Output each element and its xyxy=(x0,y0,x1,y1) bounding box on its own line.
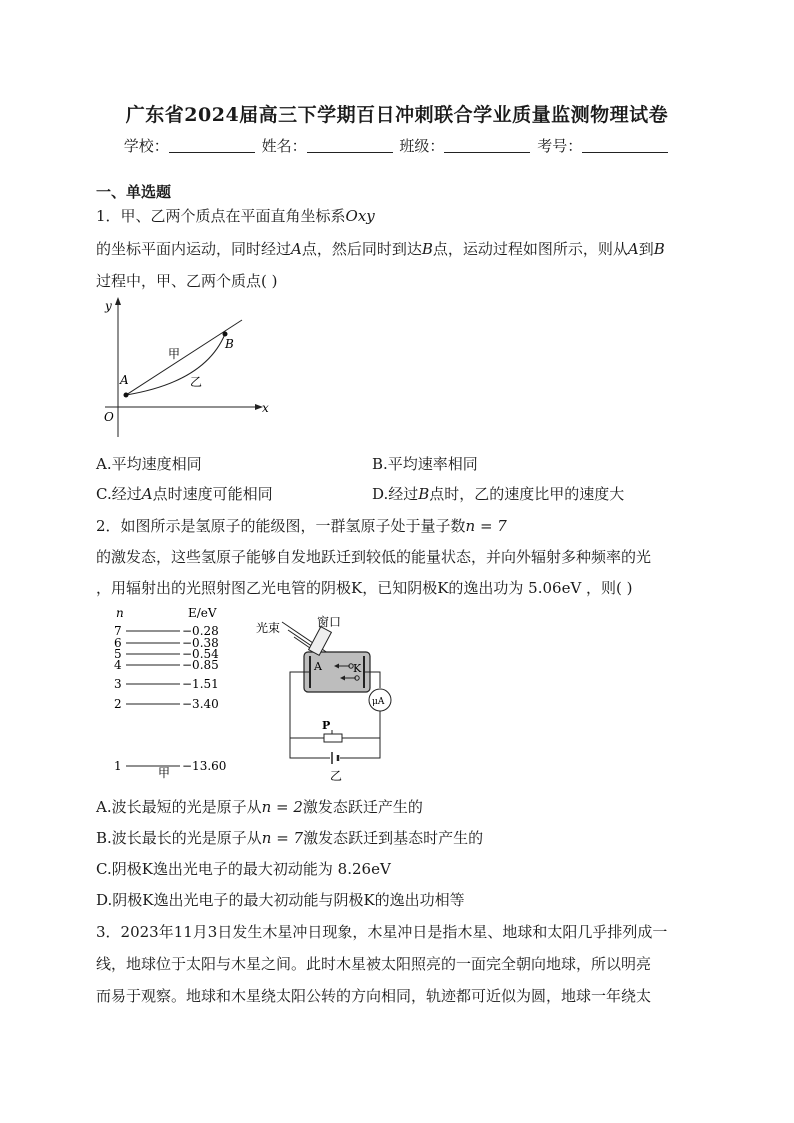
n-header: n xyxy=(116,606,124,620)
q2-option-d[interactable]: D.阴极K逸出光电子的最大初动能与阴极K的逸出功相等 xyxy=(96,891,465,909)
level-energy-label: −0.38 xyxy=(182,636,219,650)
beam-label: 光束 xyxy=(256,621,281,635)
option-text: A.波长最短的光是原子从 xyxy=(96,798,262,816)
point-b-label: B xyxy=(225,337,234,351)
point-a xyxy=(124,393,129,398)
level-n-label: 6 xyxy=(114,636,122,650)
q3-stem-line3: 而易于观察。地球和木星绕太阳公转的方向相同，轨迹都可近似为圆，地球一年绕太 xyxy=(96,987,652,1005)
diagram-caption-yi: 乙 xyxy=(330,769,343,782)
level-n-label: 5 xyxy=(114,647,122,661)
name-label: 姓名： xyxy=(261,137,307,155)
q1-text: 点，然后同时到达 xyxy=(301,240,422,258)
jia-label: 甲 xyxy=(168,347,181,361)
level-energy-label: −13.60 xyxy=(182,759,227,773)
option-text: 点时速度可能相同 xyxy=(152,485,273,503)
q1-stem-line2 xyxy=(96,238,665,259)
rheostat xyxy=(324,734,342,742)
q3-stem-line2: 线，地球位于太阳与木星之间。此时木星被太阳照亮的一面完全朝向地球，所以明亮 xyxy=(96,955,652,973)
level-energy-label: −3.40 xyxy=(182,697,219,711)
student-info-line xyxy=(0,135,794,156)
option-math: A xyxy=(141,485,153,503)
level-n-label: 1 xyxy=(114,759,122,773)
yi-label: 乙 xyxy=(190,375,203,389)
level-energy-label: −0.85 xyxy=(182,658,219,672)
y-axis-label: y xyxy=(105,299,112,313)
q1-text: 点，运动过程如图所示，则从 xyxy=(432,240,628,258)
q2-stem-line2: 的激发态，这些氢原子能够自发地跃迁到较低的能量状态，并向外辐射多种频率的光 xyxy=(96,548,652,566)
energy-level-diagram xyxy=(108,603,248,781)
q1-text: 1．甲、乙两个质点在平面直角坐标系 xyxy=(96,207,346,225)
q1-text: 的坐标平面内运动，同时经过 xyxy=(96,240,292,258)
q1-math: Oxy xyxy=(345,207,375,225)
q1-stem-line3: 过程中，甲、乙两个质点( ) xyxy=(96,272,278,290)
q1-math: A xyxy=(627,240,639,258)
level-energy-label: −1.51 xyxy=(182,677,219,691)
q1-option-c[interactable] xyxy=(96,483,273,504)
x-axis-label: x xyxy=(262,401,269,415)
q1-option-d[interactable] xyxy=(372,483,624,504)
q1-text: 到 xyxy=(638,240,654,258)
option-text: B.波长最长的光是原子从 xyxy=(96,829,262,847)
circuit-wire-meter xyxy=(342,711,380,738)
option-math: n = 7 xyxy=(261,829,304,847)
option-text: 点时，乙的速度比甲的速度大 xyxy=(429,485,625,503)
circuit-wire-battery xyxy=(340,738,380,758)
q2-math: n = 7 xyxy=(465,517,507,535)
q1-math: A xyxy=(291,240,302,258)
point-a-label: A xyxy=(120,373,129,387)
page-title: 广东省2024届高三下学期百日冲刺联合学业质量监测物理试卷 xyxy=(125,104,669,126)
microammeter-label: μA xyxy=(372,697,385,707)
option-math: B xyxy=(418,485,430,503)
class-field[interactable] xyxy=(444,138,530,153)
q2-text: 2．如图所示是氢原子的能级图，一群氢原子处于量子数 xyxy=(96,517,466,535)
q1-motion-figure xyxy=(90,292,290,442)
q1-option-b[interactable]: B.平均速率相同 xyxy=(372,455,478,473)
point-b xyxy=(223,332,228,337)
q2-option-a[interactable] xyxy=(96,796,423,817)
q3-stem-line1: 3．2023年11月3日发生木星冲日现象，木星冲日是指木星、地球和太阳几乎排列成一 xyxy=(96,923,668,941)
q2-stem-line3: ，用辐射出的光照射图乙光电管的阴极K，已知阴极K的逸出功为 5.06eV ，则( ) xyxy=(96,579,633,597)
section-heading: 一、单选题 xyxy=(96,183,172,201)
q2-option-b[interactable] xyxy=(96,827,483,848)
level-n-label: 3 xyxy=(114,677,122,691)
anode-label: A xyxy=(314,660,322,673)
id-field[interactable] xyxy=(582,138,668,153)
slider-label: P xyxy=(322,719,331,732)
level-n-label: 7 xyxy=(114,624,122,638)
q1-option-a[interactable]: A.平均速度相同 xyxy=(96,455,202,473)
level-energy-label: −0.28 xyxy=(182,624,219,638)
school-field[interactable] xyxy=(169,138,255,153)
level-n-label: 2 xyxy=(114,697,122,711)
tube-window xyxy=(309,627,332,656)
e-header: E/eV xyxy=(188,606,217,620)
level-energy-label: −0.54 xyxy=(182,647,219,661)
school-label: 学校： xyxy=(123,137,169,155)
option-text: 激发态跃迁到基态时产生的 xyxy=(303,829,484,847)
photoelectric-circuit xyxy=(252,610,402,782)
q2-stem-line1 xyxy=(96,515,507,536)
q2-option-c[interactable]: C.阴极K逸出光电子的最大初动能为 8.26eV xyxy=(96,860,391,878)
option-text: D.经过 xyxy=(372,485,419,503)
origin-label: O xyxy=(104,410,114,424)
name-field[interactable] xyxy=(307,138,393,153)
id-label: 考号： xyxy=(537,137,583,155)
option-math: n = 2 xyxy=(261,798,303,816)
class-label: 班级： xyxy=(399,137,445,155)
option-text: C.经过 xyxy=(96,485,142,503)
q1-math: B xyxy=(653,240,665,258)
y-axis-arrow xyxy=(115,297,121,305)
diagram-caption-jia: 甲 xyxy=(158,766,171,780)
cathode-label: K xyxy=(353,662,362,675)
option-text: 激发态跃迁产生的 xyxy=(302,798,423,816)
level-n-label: 4 xyxy=(114,658,122,672)
window-label: 窗口 xyxy=(317,615,342,629)
path-jia xyxy=(126,320,242,395)
q1-math: B xyxy=(421,240,433,258)
q1-stem-line1 xyxy=(96,205,375,226)
